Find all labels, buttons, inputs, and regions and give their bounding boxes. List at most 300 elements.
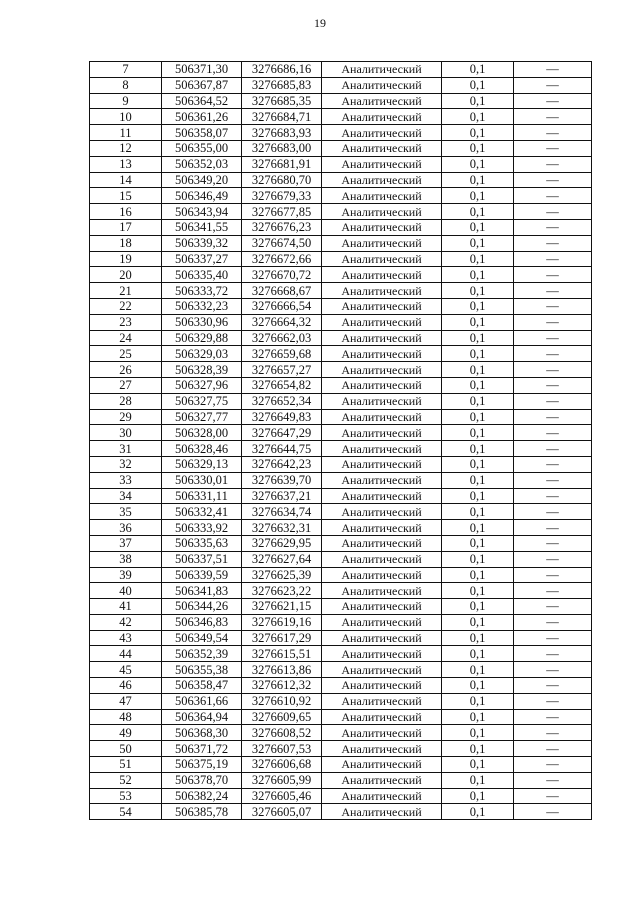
point-number-cell: 33 — [90, 472, 162, 488]
table-row — [90, 125, 592, 141]
coordinates-table — [89, 61, 592, 820]
x-coordinate-cell: 506367,87 — [162, 77, 242, 93]
table-row — [90, 219, 592, 235]
x-coordinate-cell: 506358,07 — [162, 125, 242, 141]
note-cell: — — [514, 314, 592, 330]
method-cell: Аналитический — [322, 93, 442, 109]
table-row — [90, 251, 592, 267]
x-coordinate-cell: 506333,72 — [162, 283, 242, 299]
note-cell: — — [514, 646, 592, 662]
y-coordinate-cell: 3276686,16 — [242, 62, 322, 78]
accuracy-cell: 0,1 — [442, 599, 514, 615]
point-number-cell: 49 — [90, 725, 162, 741]
note-cell: — — [514, 393, 592, 409]
x-coordinate-cell: 506361,66 — [162, 693, 242, 709]
y-coordinate-cell: 3276607,53 — [242, 741, 322, 757]
accuracy-cell: 0,1 — [442, 77, 514, 93]
point-number-cell: 41 — [90, 599, 162, 615]
accuracy-cell: 0,1 — [442, 393, 514, 409]
accuracy-cell: 0,1 — [442, 662, 514, 678]
point-number-cell: 19 — [90, 251, 162, 267]
x-coordinate-cell: 506371,30 — [162, 62, 242, 78]
x-coordinate-cell: 506327,75 — [162, 393, 242, 409]
accuracy-cell: 0,1 — [442, 62, 514, 78]
accuracy-cell: 0,1 — [442, 298, 514, 314]
accuracy-cell: 0,1 — [442, 362, 514, 378]
note-cell: — — [514, 630, 592, 646]
note-cell: — — [514, 219, 592, 235]
table-row — [90, 630, 592, 646]
point-number-cell: 44 — [90, 646, 162, 662]
note-cell: — — [514, 156, 592, 172]
point-number-cell: 34 — [90, 488, 162, 504]
accuracy-cell: 0,1 — [442, 630, 514, 646]
x-coordinate-cell: 506339,32 — [162, 235, 242, 251]
x-coordinate-cell: 506368,30 — [162, 725, 242, 741]
y-coordinate-cell: 3276610,92 — [242, 693, 322, 709]
x-coordinate-cell: 506346,49 — [162, 188, 242, 204]
y-coordinate-cell: 3276609,65 — [242, 709, 322, 725]
point-number-cell: 43 — [90, 630, 162, 646]
x-coordinate-cell: 506382,24 — [162, 788, 242, 804]
accuracy-cell: 0,1 — [442, 188, 514, 204]
y-coordinate-cell: 3276677,85 — [242, 204, 322, 220]
point-number-cell: 29 — [90, 409, 162, 425]
note-cell: — — [514, 583, 592, 599]
accuracy-cell: 0,1 — [442, 646, 514, 662]
accuracy-cell: 0,1 — [442, 804, 514, 820]
x-coordinate-cell: 506329,03 — [162, 346, 242, 362]
note-cell: — — [514, 456, 592, 472]
table-row — [90, 172, 592, 188]
accuracy-cell: 0,1 — [442, 314, 514, 330]
accuracy-cell: 0,1 — [442, 456, 514, 472]
accuracy-cell: 0,1 — [442, 788, 514, 804]
table-row — [90, 520, 592, 536]
method-cell: Аналитический — [322, 62, 442, 78]
x-coordinate-cell: 506341,83 — [162, 583, 242, 599]
method-cell: Аналитический — [322, 188, 442, 204]
method-cell: Аналитический — [322, 393, 442, 409]
coordinates-table-body — [90, 62, 592, 820]
method-cell: Аналитический — [322, 646, 442, 662]
point-number-cell: 8 — [90, 77, 162, 93]
table-row — [90, 346, 592, 362]
accuracy-cell: 0,1 — [442, 709, 514, 725]
y-coordinate-cell: 3276670,72 — [242, 267, 322, 283]
table-row — [90, 456, 592, 472]
note-cell: — — [514, 377, 592, 393]
method-cell: Аналитический — [322, 109, 442, 125]
x-coordinate-cell: 506329,88 — [162, 330, 242, 346]
point-number-cell: 24 — [90, 330, 162, 346]
note-cell: — — [514, 772, 592, 788]
x-coordinate-cell: 506328,39 — [162, 362, 242, 378]
y-coordinate-cell: 3276619,16 — [242, 614, 322, 630]
method-cell: Аналитический — [322, 140, 442, 156]
x-coordinate-cell: 506364,52 — [162, 93, 242, 109]
table-row — [90, 583, 592, 599]
y-coordinate-cell: 3276634,74 — [242, 504, 322, 520]
x-coordinate-cell: 506337,51 — [162, 551, 242, 567]
table-row — [90, 488, 592, 504]
x-coordinate-cell: 506355,00 — [162, 140, 242, 156]
table-row — [90, 567, 592, 583]
note-cell: — — [514, 741, 592, 757]
accuracy-cell: 0,1 — [442, 741, 514, 757]
y-coordinate-cell: 3276642,23 — [242, 456, 322, 472]
accuracy-cell: 0,1 — [442, 520, 514, 536]
y-coordinate-cell: 3276629,95 — [242, 535, 322, 551]
point-number-cell: 28 — [90, 393, 162, 409]
table-row — [90, 693, 592, 709]
accuracy-cell: 0,1 — [442, 125, 514, 141]
x-coordinate-cell: 506355,38 — [162, 662, 242, 678]
method-cell: Аналитический — [322, 330, 442, 346]
accuracy-cell: 0,1 — [442, 251, 514, 267]
note-cell: — — [514, 62, 592, 78]
note-cell: — — [514, 204, 592, 220]
x-coordinate-cell: 506337,27 — [162, 251, 242, 267]
point-number-cell: 23 — [90, 314, 162, 330]
y-coordinate-cell: 3276613,86 — [242, 662, 322, 678]
method-cell: Аналитический — [322, 788, 442, 804]
table-row — [90, 235, 592, 251]
table-row — [90, 551, 592, 567]
note-cell: — — [514, 614, 592, 630]
point-number-cell: 15 — [90, 188, 162, 204]
y-coordinate-cell: 3276637,21 — [242, 488, 322, 504]
point-number-cell: 9 — [90, 93, 162, 109]
y-coordinate-cell: 3276647,29 — [242, 425, 322, 441]
note-cell: — — [514, 567, 592, 583]
point-number-cell: 16 — [90, 204, 162, 220]
y-coordinate-cell: 3276615,51 — [242, 646, 322, 662]
accuracy-cell: 0,1 — [442, 409, 514, 425]
point-number-cell: 46 — [90, 678, 162, 694]
accuracy-cell: 0,1 — [442, 172, 514, 188]
point-number-cell: 31 — [90, 441, 162, 457]
method-cell: Аналитический — [322, 156, 442, 172]
point-number-cell: 52 — [90, 772, 162, 788]
table-row — [90, 314, 592, 330]
method-cell: Аналитический — [322, 425, 442, 441]
point-number-cell: 37 — [90, 535, 162, 551]
point-number-cell: 25 — [90, 346, 162, 362]
x-coordinate-cell: 506346,83 — [162, 614, 242, 630]
x-coordinate-cell: 506385,78 — [162, 804, 242, 820]
method-cell: Аналитический — [322, 757, 442, 773]
point-number-cell: 38 — [90, 551, 162, 567]
y-coordinate-cell: 3276608,52 — [242, 725, 322, 741]
y-coordinate-cell: 3276625,39 — [242, 567, 322, 583]
note-cell: — — [514, 472, 592, 488]
x-coordinate-cell: 506352,39 — [162, 646, 242, 662]
accuracy-cell: 0,1 — [442, 235, 514, 251]
note-cell: — — [514, 520, 592, 536]
method-cell: Аналитический — [322, 678, 442, 694]
accuracy-cell: 0,1 — [442, 488, 514, 504]
table-row — [90, 267, 592, 283]
table-row — [90, 330, 592, 346]
y-coordinate-cell: 3276683,00 — [242, 140, 322, 156]
point-number-cell: 18 — [90, 235, 162, 251]
accuracy-cell: 0,1 — [442, 535, 514, 551]
note-cell: — — [514, 788, 592, 804]
table-row — [90, 362, 592, 378]
point-number-cell: 13 — [90, 156, 162, 172]
note-cell: — — [514, 709, 592, 725]
point-number-cell: 39 — [90, 567, 162, 583]
accuracy-cell: 0,1 — [442, 377, 514, 393]
y-coordinate-cell: 3276683,93 — [242, 125, 322, 141]
point-number-cell: 51 — [90, 757, 162, 773]
table-row — [90, 409, 592, 425]
table-row — [90, 393, 592, 409]
accuracy-cell: 0,1 — [442, 346, 514, 362]
point-number-cell: 36 — [90, 520, 162, 536]
x-coordinate-cell: 506333,92 — [162, 520, 242, 536]
accuracy-cell: 0,1 — [442, 283, 514, 299]
table-row — [90, 741, 592, 757]
point-number-cell: 42 — [90, 614, 162, 630]
accuracy-cell: 0,1 — [442, 109, 514, 125]
note-cell: — — [514, 172, 592, 188]
point-number-cell: 32 — [90, 456, 162, 472]
method-cell: Аналитический — [322, 772, 442, 788]
method-cell: Аналитический — [322, 472, 442, 488]
note-cell: — — [514, 330, 592, 346]
table-row — [90, 757, 592, 773]
point-number-cell: 40 — [90, 583, 162, 599]
table-row — [90, 441, 592, 457]
x-coordinate-cell: 506341,55 — [162, 219, 242, 235]
table-row — [90, 62, 592, 78]
method-cell: Аналитический — [322, 535, 442, 551]
accuracy-cell: 0,1 — [442, 425, 514, 441]
x-coordinate-cell: 506358,47 — [162, 678, 242, 694]
note-cell: — — [514, 235, 592, 251]
method-cell: Аналитический — [322, 709, 442, 725]
y-coordinate-cell: 3276649,83 — [242, 409, 322, 425]
y-coordinate-cell: 3276676,23 — [242, 219, 322, 235]
y-coordinate-cell: 3276612,32 — [242, 678, 322, 694]
note-cell: — — [514, 488, 592, 504]
accuracy-cell: 0,1 — [442, 156, 514, 172]
method-cell: Аналитический — [322, 298, 442, 314]
y-coordinate-cell: 3276652,34 — [242, 393, 322, 409]
x-coordinate-cell: 506335,63 — [162, 535, 242, 551]
y-coordinate-cell: 3276657,27 — [242, 362, 322, 378]
y-coordinate-cell: 3276668,67 — [242, 283, 322, 299]
accuracy-cell: 0,1 — [442, 551, 514, 567]
point-number-cell: 53 — [90, 788, 162, 804]
x-coordinate-cell: 506330,01 — [162, 472, 242, 488]
y-coordinate-cell: 3276606,68 — [242, 757, 322, 773]
x-coordinate-cell: 506330,96 — [162, 314, 242, 330]
note-cell: — — [514, 757, 592, 773]
table-row — [90, 788, 592, 804]
table-row — [90, 204, 592, 220]
y-coordinate-cell: 3276685,35 — [242, 93, 322, 109]
accuracy-cell: 0,1 — [442, 678, 514, 694]
table-row — [90, 109, 592, 125]
table-row — [90, 425, 592, 441]
method-cell: Аналитический — [322, 314, 442, 330]
method-cell: Аналитический — [322, 488, 442, 504]
point-number-cell: 54 — [90, 804, 162, 820]
x-coordinate-cell: 506327,77 — [162, 409, 242, 425]
accuracy-cell: 0,1 — [442, 441, 514, 457]
note-cell: — — [514, 188, 592, 204]
method-cell: Аналитический — [322, 125, 442, 141]
y-coordinate-cell: 3276666,54 — [242, 298, 322, 314]
method-cell: Аналитический — [322, 741, 442, 757]
x-coordinate-cell: 506343,94 — [162, 204, 242, 220]
point-number-cell: 45 — [90, 662, 162, 678]
method-cell: Аналитический — [322, 520, 442, 536]
note-cell: — — [514, 109, 592, 125]
method-cell: Аналитический — [322, 614, 442, 630]
x-coordinate-cell: 506371,72 — [162, 741, 242, 757]
accuracy-cell: 0,1 — [442, 267, 514, 283]
table-row — [90, 709, 592, 725]
point-number-cell: 26 — [90, 362, 162, 378]
point-number-cell: 30 — [90, 425, 162, 441]
method-cell: Аналитический — [322, 599, 442, 615]
method-cell: Аналитический — [322, 551, 442, 567]
point-number-cell: 21 — [90, 283, 162, 299]
note-cell: — — [514, 409, 592, 425]
table-row — [90, 188, 592, 204]
accuracy-cell: 0,1 — [442, 567, 514, 583]
method-cell: Аналитический — [322, 251, 442, 267]
y-coordinate-cell: 3276605,07 — [242, 804, 322, 820]
y-coordinate-cell: 3276654,82 — [242, 377, 322, 393]
table-row — [90, 504, 592, 520]
accuracy-cell: 0,1 — [442, 93, 514, 109]
y-coordinate-cell: 3276605,46 — [242, 788, 322, 804]
y-coordinate-cell: 3276639,70 — [242, 472, 322, 488]
y-coordinate-cell: 3276605,99 — [242, 772, 322, 788]
y-coordinate-cell: 3276674,50 — [242, 235, 322, 251]
note-cell: — — [514, 125, 592, 141]
note-cell: — — [514, 77, 592, 93]
accuracy-cell: 0,1 — [442, 772, 514, 788]
x-coordinate-cell: 506349,54 — [162, 630, 242, 646]
x-coordinate-cell: 506375,19 — [162, 757, 242, 773]
method-cell: Аналитический — [322, 172, 442, 188]
point-number-cell: 35 — [90, 504, 162, 520]
accuracy-cell: 0,1 — [442, 725, 514, 741]
note-cell: — — [514, 693, 592, 709]
note-cell: — — [514, 283, 592, 299]
table-row — [90, 77, 592, 93]
x-coordinate-cell: 506332,23 — [162, 298, 242, 314]
point-number-cell: 22 — [90, 298, 162, 314]
method-cell: Аналитический — [322, 409, 442, 425]
method-cell: Аналитический — [322, 804, 442, 820]
point-number-cell: 11 — [90, 125, 162, 141]
note-cell: — — [514, 346, 592, 362]
x-coordinate-cell: 506331,11 — [162, 488, 242, 504]
table-row — [90, 472, 592, 488]
table-row — [90, 725, 592, 741]
method-cell: Аналитический — [322, 77, 442, 93]
y-coordinate-cell: 3276621,15 — [242, 599, 322, 615]
note-cell: — — [514, 551, 592, 567]
y-coordinate-cell: 3276684,71 — [242, 109, 322, 125]
point-number-cell: 47 — [90, 693, 162, 709]
note-cell: — — [514, 504, 592, 520]
x-coordinate-cell: 506361,26 — [162, 109, 242, 125]
method-cell: Аналитический — [322, 504, 442, 520]
accuracy-cell: 0,1 — [442, 204, 514, 220]
y-coordinate-cell: 3276627,64 — [242, 551, 322, 567]
method-cell: Аналитический — [322, 567, 442, 583]
note-cell: — — [514, 662, 592, 678]
y-coordinate-cell: 3276664,32 — [242, 314, 322, 330]
table-row — [90, 377, 592, 393]
table-row — [90, 535, 592, 551]
table-row — [90, 678, 592, 694]
point-number-cell: 20 — [90, 267, 162, 283]
y-coordinate-cell: 3276644,75 — [242, 441, 322, 457]
y-coordinate-cell: 3276681,91 — [242, 156, 322, 172]
y-coordinate-cell: 3276632,31 — [242, 520, 322, 536]
table-row — [90, 93, 592, 109]
point-number-cell: 10 — [90, 109, 162, 125]
accuracy-cell: 0,1 — [442, 219, 514, 235]
x-coordinate-cell: 506344,26 — [162, 599, 242, 615]
method-cell: Аналитический — [322, 219, 442, 235]
note-cell: — — [514, 93, 592, 109]
accuracy-cell: 0,1 — [442, 583, 514, 599]
method-cell: Аналитический — [322, 235, 442, 251]
accuracy-cell: 0,1 — [442, 330, 514, 346]
accuracy-cell: 0,1 — [442, 504, 514, 520]
note-cell: — — [514, 725, 592, 741]
table-row — [90, 614, 592, 630]
x-coordinate-cell: 506328,00 — [162, 425, 242, 441]
page-number: 19 — [314, 16, 326, 30]
x-coordinate-cell: 506339,59 — [162, 567, 242, 583]
note-cell: — — [514, 535, 592, 551]
method-cell: Аналитический — [322, 267, 442, 283]
note-cell: — — [514, 425, 592, 441]
accuracy-cell: 0,1 — [442, 472, 514, 488]
accuracy-cell: 0,1 — [442, 757, 514, 773]
point-number-cell: 12 — [90, 140, 162, 156]
x-coordinate-cell: 506349,20 — [162, 172, 242, 188]
y-coordinate-cell: 3276679,33 — [242, 188, 322, 204]
accuracy-cell: 0,1 — [442, 140, 514, 156]
x-coordinate-cell: 506335,40 — [162, 267, 242, 283]
note-cell: — — [514, 362, 592, 378]
table-row — [90, 804, 592, 820]
table-row — [90, 599, 592, 615]
note-cell: — — [514, 441, 592, 457]
table-row — [90, 646, 592, 662]
method-cell: Аналитический — [322, 456, 442, 472]
accuracy-cell: 0,1 — [442, 614, 514, 630]
table-row — [90, 662, 592, 678]
method-cell: Аналитический — [322, 583, 442, 599]
x-coordinate-cell: 506378,70 — [162, 772, 242, 788]
y-coordinate-cell: 3276685,83 — [242, 77, 322, 93]
method-cell: Аналитический — [322, 204, 442, 220]
method-cell: Аналитический — [322, 377, 442, 393]
